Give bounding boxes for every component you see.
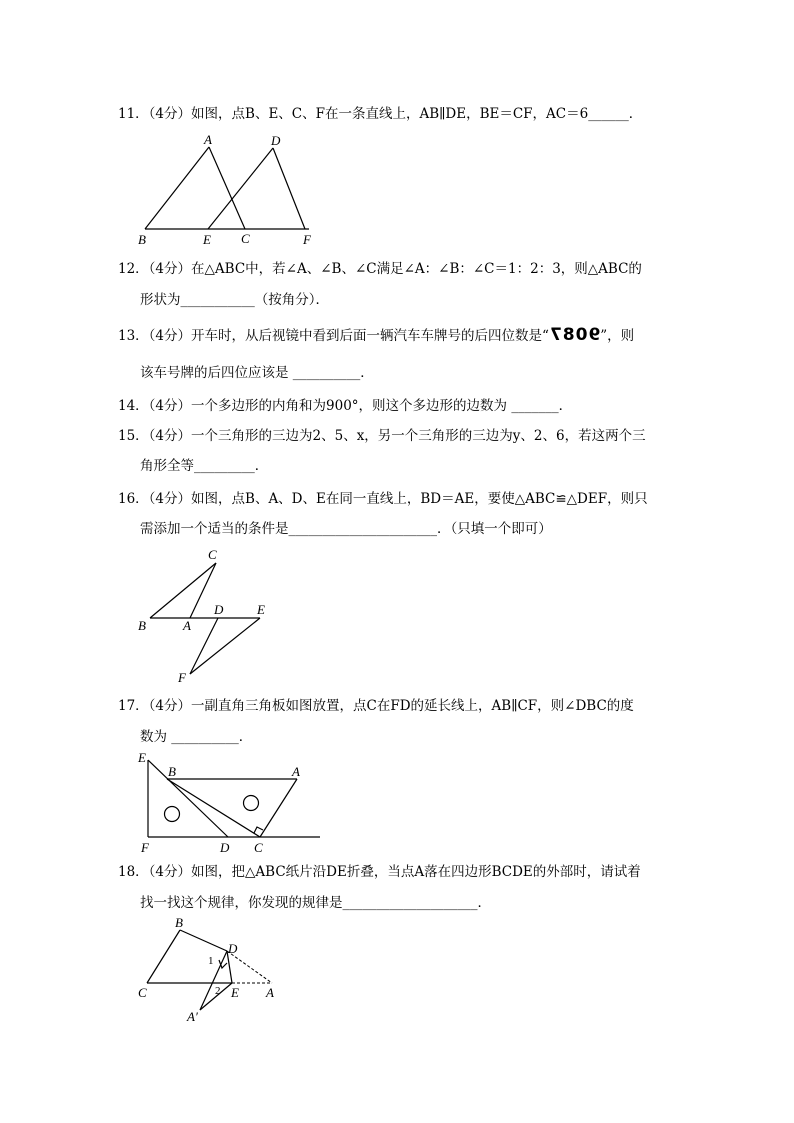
q16-label-a: A bbox=[183, 618, 191, 633]
q18-label-angle-1: 1 bbox=[208, 955, 214, 967]
q13-suffix: ”，则 bbox=[600, 328, 635, 344]
q18-label-a: A bbox=[266, 985, 274, 1000]
question-14-text: 14．（4分）一个多边形的内角和为900°，则这个多边形的边数为 _______． bbox=[118, 398, 573, 414]
q17-label-f: F bbox=[141, 840, 149, 855]
q17-label-c: C bbox=[254, 840, 263, 855]
q17-label-b: B bbox=[168, 764, 176, 779]
q11-label-c: C bbox=[241, 231, 250, 246]
question-17-line-1: 17．（4分）一副直角三角板如图放置，点C在FD的延长线上，AB∥CF，则∠DBC的度 bbox=[118, 698, 634, 714]
q16-label-c: C bbox=[208, 547, 217, 562]
q16-label-e: E bbox=[257, 602, 265, 617]
question-13-line-1 bbox=[118, 325, 634, 346]
mirrored-plate-number: 9087 bbox=[548, 325, 601, 345]
q11-label-f: F bbox=[303, 232, 311, 247]
question-13-line-2: 该车号牌的后四位应该是 __________． bbox=[140, 365, 374, 381]
q18-label-b: B bbox=[175, 915, 183, 930]
q11-label-a: A bbox=[204, 132, 212, 147]
q17-label-a: A bbox=[292, 764, 300, 779]
question-18-line-2: 找一找这个规律，你发现的规律是____________________． bbox=[140, 895, 491, 911]
question-15-line-2: 角形全等_________． bbox=[140, 458, 269, 474]
question-18-line-1: 18．（4分）如图，把△ABC纸片沿DE折叠，当点A落在四边形BCDE的外部时，请试着 bbox=[118, 864, 641, 880]
q17-label-e: E bbox=[138, 750, 146, 765]
question-15-line-1: 15．（4分）一个三角形的三边为2、5、x，另一个三角形的三边为y、2、6，若这两个三 bbox=[118, 428, 646, 444]
q16-label-f: F bbox=[178, 670, 186, 685]
q18-label-d: D bbox=[228, 941, 238, 956]
q18-label-a-prime: A′ bbox=[187, 1009, 198, 1024]
q16-label-d: D bbox=[214, 602, 224, 617]
question-16-line-2: 需添加一个适当的条件是______________________．（只填一个即可） bbox=[140, 521, 552, 537]
q13-prefix: 13．（4分）开车时，从后视镜中看到后面一辆汽车车牌号的后四位数是“ bbox=[118, 328, 549, 344]
q11-label-b: B bbox=[138, 232, 146, 247]
question-16-line-1: 16．（4分）如图，点B、A、D、E在同一直线上，BD＝AE，要使△ABC≌△DEF，则只 bbox=[118, 491, 648, 507]
q18-label-c: C bbox=[138, 985, 147, 1000]
question-11-text: 11．（4分）如图，点B、E、C、F在一条直线上，AB∥DE，BE＝CF，AC＝6______． bbox=[118, 106, 643, 122]
q16-label-b: B bbox=[138, 618, 146, 633]
q17-label-d: D bbox=[220, 840, 230, 855]
question-12-line-2: 形状为___________（按角分）． bbox=[140, 292, 329, 308]
question-17-line-2: 数为 __________． bbox=[140, 729, 253, 745]
q18-label-angle-2: 2 bbox=[215, 985, 221, 997]
q11-label-e: E bbox=[203, 232, 211, 247]
question-12-line-1: 12．（4分）在△ABC中，若∠A、∠B、∠C满足∠A：∠B：∠C＝1：2：3，则△ABC的 bbox=[118, 261, 642, 277]
q18-label-e: E bbox=[231, 985, 239, 1000]
q11-label-d: D bbox=[271, 133, 281, 148]
